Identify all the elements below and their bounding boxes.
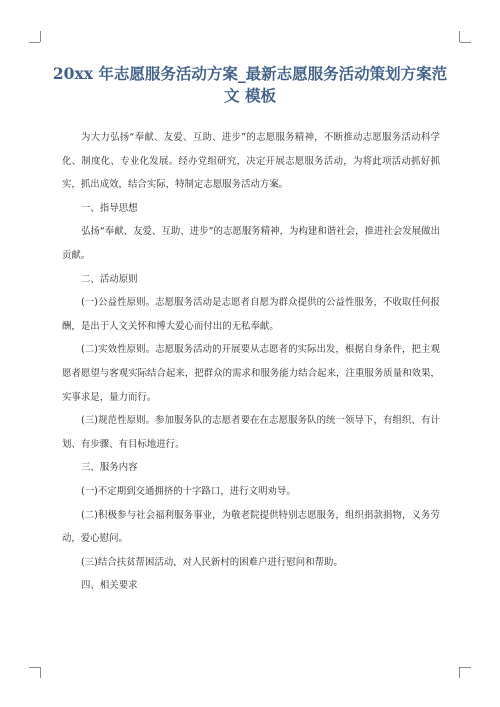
document-body xyxy=(62,126,440,598)
crop-mark-bottom-right-h xyxy=(460,667,471,668)
crop-mark-bottom-right-v xyxy=(459,667,460,678)
crop-mark-top-right-h xyxy=(460,42,471,43)
crop-mark-top-left-v xyxy=(40,31,41,42)
crop-mark-bottom-left-h xyxy=(29,667,40,668)
service-item-traffic: (一)不定期到交通拥挤的十字路口，进行文明劝导。 xyxy=(81,485,296,497)
section-heading-service-content: 三、服务内容 xyxy=(81,462,138,474)
section-heading-principles: 二、活动原则 xyxy=(81,273,138,285)
document-title: 20xx 年志愿服务活动方案_最新志愿服务活动策划方案范文 模板 xyxy=(52,64,448,105)
crop-mark-top-right-v xyxy=(459,31,460,42)
guiding-ideology-paragraph: 弘扬“奉献、友爱、互助、进步”的志愿服务精神，为构建和谐社会，推进社会发展做出贡献。 xyxy=(62,226,440,261)
principle-public-welfare: (一)公益性原则。志愿服务活动是志愿者自愿为群众提供的公益性服务，不收取任何报酬，是出于人文关怀和博大爱心而付出的无私奉献。 xyxy=(62,297,440,332)
principle-effectiveness: (二)实效性原则。志愿服务活动的开展要从志愿者的实际出发，根据自身条件，把主观愿者愿望与客观实际结合起来，把群众的需求和服务能力结合起来，注重服务质量和效果，实事求是，量力而行。 xyxy=(62,344,440,403)
section-heading-requirements: 四、相关要求 xyxy=(81,580,138,592)
crop-mark-top-left-h xyxy=(29,42,40,43)
intro-paragraph: 为大力弘扬“奉献、友爱、互助、进步”的志愿服务精神，不断推动志愿服务活动科学化、制度化、专业化发展。经办党组研究，决定开展志愿服务活动，为将此项活动抓好抓实，抓出成效，结合实际，特制定志愿服务活动方案。 xyxy=(62,132,440,191)
section-heading-guiding-ideology: 一、指导思想 xyxy=(81,202,138,214)
principle-standardization: (三)规范性原则。参加服务队的志愿者要在在志愿服务队的统一领导下，有组织、有计划、有步骤、有目标地进行。 xyxy=(62,415,440,450)
service-item-poverty-relief: (三)结合扶贫帮困活动，对人民新村的困难户进行慰问和帮助。 xyxy=(81,556,343,568)
service-item-welfare: (二)积极参与社会福利服务事业，为敬老院提供特别志愿服务，组织捐款捐物，义务劳动，爱心慰问。 xyxy=(62,509,440,545)
crop-mark-bottom-left-v xyxy=(40,667,41,678)
